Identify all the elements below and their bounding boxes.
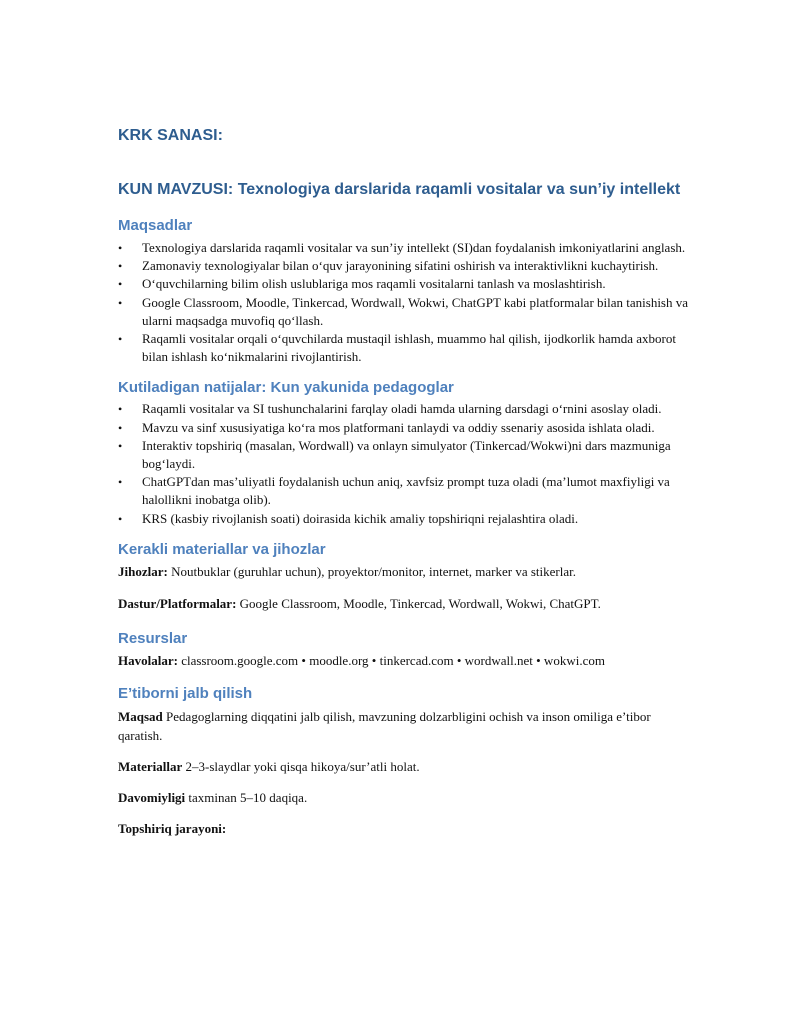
etibor-heading: E’tiborni jalb qilish — [118, 684, 253, 702]
topshiriq-label: Topshiriq jarayoni: — [118, 820, 227, 836]
list-item-text: Interaktiv topshiriq (masalan, Wordwall) va onlayn simulyator (Tinkercad/Wokwi)ni dars mazmuniga bog‘laydi. — [142, 437, 671, 472]
list-item-text: ChatGPTdan mas’uliyatli foydalanish uchun aniq, xavfsiz prompt tuza oladi (ma’lumot maxfiyligi va halollikni inobatga olib). — [142, 474, 670, 508]
bullet-icon: • — [118, 277, 123, 292]
maqsadlar-heading: Maqsadlar — [118, 217, 193, 234]
bullet-icon: • — [118, 295, 123, 310]
havolalar-label: Havolalar: — [118, 652, 178, 668]
havolalar-paragraph — [118, 651, 698, 670]
list-item — [118, 275, 698, 293]
maqsad-paragraph — [118, 707, 698, 745]
list-item-text: Raqamli vositalar orqali o‘quvchilarda mustaqil ishlash, muammo hal qilish, ijodkorlik hamda axborot bilan ishlash ko‘nikmalarini rivojlantirish. — [142, 331, 676, 365]
list-item — [118, 400, 698, 418]
list-item — [118, 330, 698, 366]
bullet-icon: • — [118, 475, 123, 490]
list-item-text: O‘quvchilarning bilim olish uslublariga mos raqamli vositalarni tanlash va moslashtirish. — [142, 276, 606, 292]
materiallar-text: 2–3-slaydlar yoki qisqa hikoya/sur’atli holat. — [182, 758, 420, 774]
dastur-paragraph — [118, 594, 698, 613]
list-item — [118, 294, 698, 330]
jihozlar-text: Noutbuklar (guruhlar uchun), proyektor/monitor, internet, marker va stikerlar. — [167, 563, 576, 579]
list-item-text: Google Classroom, Moodle, Tinkercad, Wordwall, Wokwi, ChatGPT kabi platformalar bilan tanishish va ularni maqsadga muvofiq qo‘llash. — [142, 294, 689, 328]
list-item-text: Zamonaviy texnologiyalar bilan o‘quv jarayonining sifatini oshirish va interaktivlikni kuchaytirish. — [142, 258, 659, 274]
jihozlar-paragraph — [118, 562, 698, 581]
natijalar-heading: Kutiladigan natijalar: Kun yakunida pedagoglar — [118, 379, 454, 397]
kun-mavzusi-title: KUN MAVZUSI: Texnologiya darslarida raqamli vositalar va sun’iy intellekt — [118, 181, 681, 198]
bullet-icon: • — [118, 420, 123, 435]
list-item — [118, 473, 698, 509]
davomiyligi-text: taxminan 5–10 daqiqa. — [185, 789, 308, 805]
materiallar-paragraph — [118, 757, 698, 776]
list-item — [118, 437, 698, 473]
bullet-icon: • — [118, 259, 123, 274]
materiallar-heading: Kerakli materiallar va jihozlar — [118, 540, 326, 558]
natijalar-list — [118, 400, 698, 527]
dastur-text: Google Classroom, Moodle, Tinkercad, Wordwall, Wokwi, ChatGPT. — [236, 595, 601, 611]
materiallar-label: Materiallar — [118, 758, 183, 774]
maqsadlar-list — [118, 239, 698, 366]
list-item — [118, 419, 698, 437]
jihozlar-label: Jihozlar: — [118, 563, 168, 579]
bullet-icon: • — [118, 241, 123, 255]
bullet-icon: • — [118, 402, 123, 417]
topshiriq-paragraph — [118, 819, 698, 838]
list-item-text: Texnologiya darslarida raqamli vositalar va sun’iy intellekt (SI)dan foydalanish imkoniyatlarini anglash. — [142, 240, 686, 255]
list-item — [118, 239, 698, 257]
list-item-text: Mavzu va sinf xususiyatiga ko‘ra mos platformani tanlaydi va oddiy ssenariy asosida ishlata oladi. — [142, 419, 655, 435]
resurslar-heading: Resurslar — [118, 629, 188, 647]
bullet-icon: • — [118, 438, 123, 453]
maqsad-label: Maqsad — [118, 708, 163, 724]
davomiyligi-label: Davomiyligi — [118, 789, 186, 805]
krk-sanasi-title: KRK SANASI: — [118, 127, 223, 144]
davomiyligi-paragraph — [118, 788, 698, 807]
list-item-text: Raqamli vositalar va SI tushunchalarini farqlay oladi hamda ularning darsdagi o‘rnini asoslay oladi. — [142, 401, 662, 417]
list-item — [118, 510, 698, 528]
maqsad-text: Pedagoglarning diqqatini jalb qilish, mavzuning dolzarbligini ochish va inson omiliga e’tibor qaratish. — [118, 708, 651, 743]
bullet-icon: • — [118, 332, 123, 347]
list-item-text: KRS (kasbiy rivojlanish soati) doirasida kichik amaliy topshiriqni rejalashtira oladi. — [142, 510, 579, 526]
dastur-label: Dastur/Platformalar: — [118, 595, 237, 611]
document-page — [118, 126, 698, 838]
list-item — [118, 257, 698, 275]
havolalar-text: classroom.google.com • moodle.org • tinkercad.com • wordwall.net • wokwi.com — [177, 652, 605, 668]
bullet-icon: • — [118, 511, 123, 526]
